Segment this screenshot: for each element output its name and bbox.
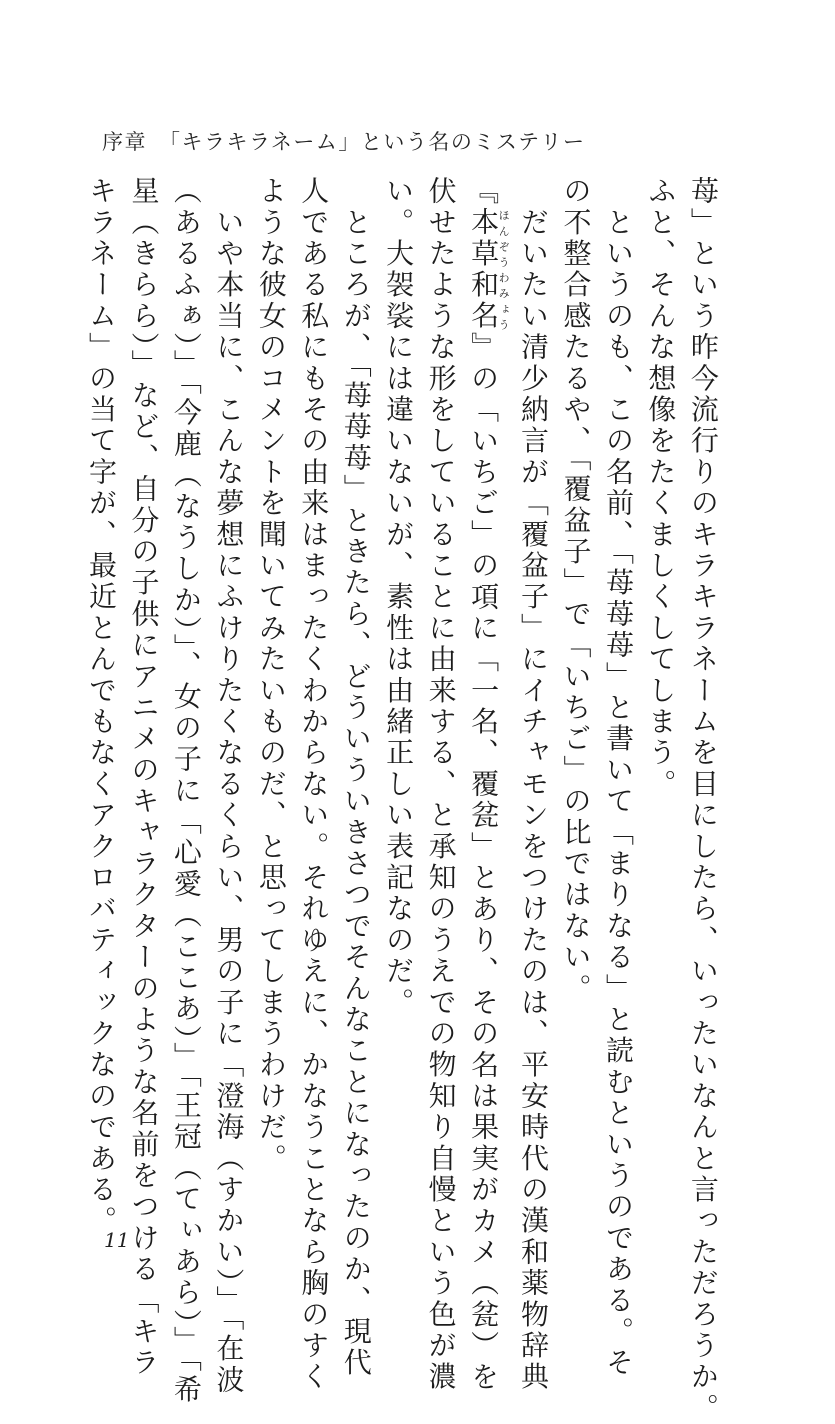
text-column-7: 伏せたような形をしていることに由来する、と承知のうえでの物知り自慢という色が濃 — [424, 176, 458, 1393]
text-column-12: いや本当に、こんな夢想にふけりたくなるくらい、男の子に「澄海（すかい）」「在波 — [212, 176, 246, 1396]
page-number: 11 — [104, 1228, 130, 1252]
furigana-ruby — [467, 207, 511, 333]
text-column-11: ような彼女のコメントを聞いてみたいものだ、と思ってしまうわけだ。 — [254, 176, 288, 1175]
text-column-5: だいたい清少納言が「覆盆子」にイチャモンをつけたのは、平安時代の漢和薬物辞典 — [517, 176, 551, 1393]
text-column-10: 人である私にもその由来はまったくわからない。それゆえに、かなうことなら胸のすく — [297, 176, 331, 1393]
text-column-1: 苺」という昨今流行りのキラキラネームを目にしたら、いったいなんと言っただろうか。 — [686, 176, 720, 1424]
text-column-9: ところが、「苺苺苺」ときたら、どういういきさつでそんなことになったのか、現代 — [339, 176, 373, 1379]
text-column-8: い。大袈裟には違いないが、素性は由緒正しい表記なのだ。 — [382, 176, 416, 1019]
text-column-2: ふと、そんな想像をたくましくしてしまう。 — [644, 176, 678, 800]
ruby-base: 本草和名 — [467, 207, 501, 333]
ruby-reading: ほんぞうわみょう — [497, 207, 511, 333]
text-column-6: 『本草和名ほんぞうわみょう』の「いちご」の項に「一名、覆瓫」とあり、その名は果実がカメ（瓫）を — [467, 176, 511, 1393]
text-column-3: というのも、この名前、「苺苺苺」と書いて「まりなる」と読むというのである。そ — [601, 176, 635, 1379]
text-column-4: の不整合感たるや、「覆盆子」で「いちご」の比ではない。 — [559, 176, 593, 1005]
text-column-13: （あるふぁ）」「今鹿（なうしか）」、女の子に「心愛（ここあ）」「王冠（てぃあら）」「希 — [169, 176, 203, 1406]
text-column-14: 星（きらら）」など、自分の子供にアニメのキャラクターのような名前をつける「キラ — [127, 176, 161, 1379]
running-header: 序章 「キラキラネーム」という名のミステリー — [102, 130, 586, 154]
text-column-15: キラネーム」の当て字が、最近とんでもなくアクロバティックなのである。 — [85, 176, 118, 1237]
